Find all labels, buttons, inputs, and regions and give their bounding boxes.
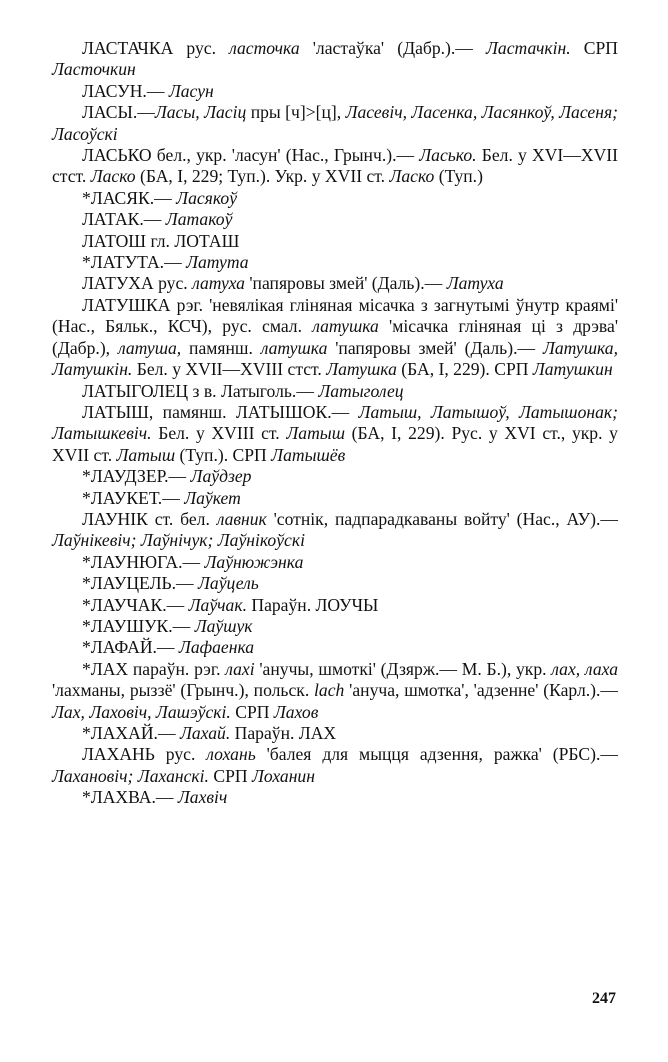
dictionary-entry: [52, 273, 618, 294]
page-number: 247: [592, 990, 616, 1007]
dictionary-entry: [52, 787, 618, 808]
dictionary-entry: [52, 38, 618, 81]
dictionary-entry: [52, 188, 618, 209]
entry-text: ЛАСУН.—: [82, 80, 169, 101]
dictionary-column: [52, 38, 618, 809]
dictionary-entry: [52, 723, 618, 744]
entry-text: ЛАСТАЧКА рус.: [82, 38, 230, 58]
italic-form: латуша,: [117, 337, 182, 358]
entry-text: *ЛАУЦЕЛЬ.—: [82, 573, 198, 594]
entry-text: (Туп.): [434, 166, 483, 187]
dictionary-entry: [52, 209, 618, 230]
italic-form: латушка: [312, 316, 379, 337]
italic-form: Ласевіч, Ласенка, Ласянкоў, Ласеня; Ласоўскі: [52, 102, 618, 144]
italic-form: Лахановіч; Лаханскі.: [52, 765, 209, 786]
italic-form: Лаўшук: [194, 615, 253, 636]
entry-text: ЛАТЫГОЛЕЦ з в. Латыголь.—: [82, 380, 319, 401]
italic-form: Лахвіч: [177, 787, 228, 808]
italic-form: ласточка: [229, 38, 300, 58]
entry-text: ЛАТЫШ, памянш. ЛАТЫШОК.—: [82, 401, 359, 422]
entry-text: *ЛАХАЙ.—: [82, 723, 180, 743]
entry-text: 'анучы, шмоткі' (Дзярж.— М. Б.), укр.: [254, 658, 552, 679]
italic-form: Лаўцель: [198, 573, 259, 594]
dictionary-entry: [52, 102, 618, 145]
italic-form: Латыш, Латышоў, Латышонак; Латышкевіч.: [52, 401, 618, 444]
italic-form: Латыш: [286, 423, 345, 444]
italic-form: Лоханин: [251, 765, 315, 786]
dictionary-entry: [52, 616, 618, 637]
italic-form: Ластачкін.: [486, 38, 571, 58]
entry-text: 'балея для мыцця адзення, ражка' (РБС).—: [255, 744, 618, 765]
dictionary-entry: [52, 381, 618, 402]
italic-form: лохань: [206, 744, 256, 765]
entry-text: ЛАУНІК ст. бел.: [82, 508, 217, 529]
entry-text: *ЛАУНЮГА.—: [82, 551, 205, 572]
entry-text: 'ластаўка' (Дабр.).—: [299, 38, 486, 58]
italic-form: Лаўкет: [184, 487, 241, 508]
italic-form: лавник: [216, 508, 267, 529]
entry-text: *ЛАСЯК.—: [82, 187, 177, 208]
entry-text: (БА, I, 229). СРП: [396, 359, 533, 380]
dictionary-entry: [52, 145, 618, 188]
entry-text: пры [ч]>[ц],: [246, 102, 346, 123]
italic-form: латуха: [192, 273, 245, 294]
dictionary-entry: [52, 573, 618, 594]
entry-text: 'папяровы змей' (Даль).—: [327, 337, 543, 358]
italic-form: Лафаенка: [178, 637, 255, 658]
italic-form: Ласко: [389, 166, 435, 187]
entry-text: Бел. у XVIII ст.: [151, 423, 287, 444]
entry-text: *ЛАУКЕТ.—: [82, 487, 185, 508]
entry-text: *ЛАТУТА.—: [82, 252, 187, 273]
entry-text: Бел. у XVI—XVII стст.: [52, 145, 619, 187]
italic-form: Латакоў: [165, 209, 233, 230]
entry-text: ЛАСЫ.—: [82, 102, 155, 123]
dictionary-entry: [52, 509, 618, 552]
entry-text: *ЛАХ параўн. рэг.: [82, 658, 226, 679]
italic-form: Лаўнікевіч; Лаўнічук; Лаўнікоўскі: [52, 530, 305, 551]
entry-text: *ЛАХВА.—: [82, 787, 178, 808]
italic-form: Латышёв: [271, 444, 346, 465]
italic-form: Ласякоў: [176, 187, 238, 208]
dictionary-entry: [52, 744, 618, 787]
italic-form: Ласы, Ласіц: [154, 102, 247, 123]
dictionary-entry: [52, 252, 618, 273]
entry-text: памянш.: [181, 337, 261, 358]
dictionary-entry: [52, 81, 618, 102]
italic-form: Латута: [186, 252, 249, 273]
italic-form: Лаўдзер: [190, 466, 252, 487]
italic-form: Лаўнюжэнка: [204, 551, 304, 572]
italic-form: лах, лаха: [551, 658, 618, 679]
italic-form: лахі: [225, 658, 255, 679]
dictionary-entry: [52, 595, 618, 616]
entry-text: 'папяровы змей' (Даль).—: [244, 273, 447, 294]
italic-form: Ласун: [168, 80, 214, 101]
entry-text: Параўн. ЛОУЧЫ: [246, 594, 379, 615]
entry-text: (БА, I, 229; Туп.). Укр. у XVII ст.: [135, 166, 390, 187]
italic-form: Лах, Лаховіч, Лашэўскі.: [52, 701, 231, 722]
italic-form: Лахай.: [179, 723, 231, 743]
italic-form: Латыголец: [318, 380, 404, 401]
italic-form: Лаўчак.: [188, 594, 247, 615]
dictionary-entry: [52, 637, 618, 658]
italic-form: Ласточкин: [52, 59, 136, 80]
entry-text: *ЛАУДЗЕР.—: [82, 466, 191, 487]
entry-text: 'лахманы, рыззё' (Грынч.), польск.: [52, 680, 315, 701]
entry-text: Бел. у XVII—XVIII стст.: [132, 359, 327, 380]
entry-text: *ЛАУЧАК.—: [82, 594, 189, 615]
entry-text: ЛАХАНЬ рус.: [82, 744, 207, 765]
entry-text: Параўн. ЛАХ: [230, 723, 337, 743]
italic-form: Латушка, Латушкін.: [52, 337, 618, 380]
italic-form: Лахов: [273, 701, 319, 722]
italic-form: Ласько.: [419, 145, 477, 166]
italic-form: Латуха: [446, 273, 504, 294]
entry-text: (Туп.). СРП: [175, 444, 272, 465]
entry-text: ЛАТУХА рус.: [82, 273, 193, 294]
entry-text: 'сотнік, падпарадкаваны войту' (Нас., АУ).—: [266, 508, 618, 529]
dictionary-entry: [52, 466, 618, 487]
italic-form: Латушка: [326, 359, 397, 380]
entry-text: СРП: [208, 765, 252, 786]
entry-text: ЛАТУШКА рэг. 'невялікая гліняная місачка з загнутымі ўнутр краямі' (Нас., Бяльк., КСЧ), рус. смал.: [52, 294, 618, 337]
italic-form: lach: [314, 680, 345, 701]
entry-text: ЛАСЬКО бел., укр. 'ласун' (Нас., Грынч.).—: [82, 145, 420, 166]
dictionary-entry: [52, 552, 618, 573]
dictionary-entry: [52, 231, 618, 252]
entry-text: (БА, I, 229). Рус. у XVI ст., укр. у XVII ст.: [52, 423, 618, 465]
entry-text: ЛАТАК.—: [82, 209, 166, 230]
dictionary-entry: [52, 659, 618, 723]
dictionary-entry: [52, 488, 618, 509]
entry-text: СРП: [230, 701, 274, 722]
entry-text: ЛАТОШ гл. ЛОТАШ: [82, 230, 240, 251]
entry-text: *ЛАУШУК.—: [82, 615, 195, 636]
entry-text: СРП: [570, 38, 619, 58]
dictionary-entry: [52, 402, 618, 466]
italic-form: Ласко: [90, 166, 136, 187]
italic-form: Латыш: [116, 444, 176, 465]
entry-text: *ЛАФАЙ.—: [82, 637, 179, 658]
italic-form: Латушкин: [532, 359, 613, 380]
entry-text: 'ануча, шмотка', 'адзенне' (Карл.).—: [344, 680, 618, 701]
dictionary-entry: [52, 295, 618, 381]
italic-form: латушка: [260, 337, 328, 358]
entry-text: 'місачка гліняная ці з дрэва' (Дабр.),: [52, 316, 618, 358]
